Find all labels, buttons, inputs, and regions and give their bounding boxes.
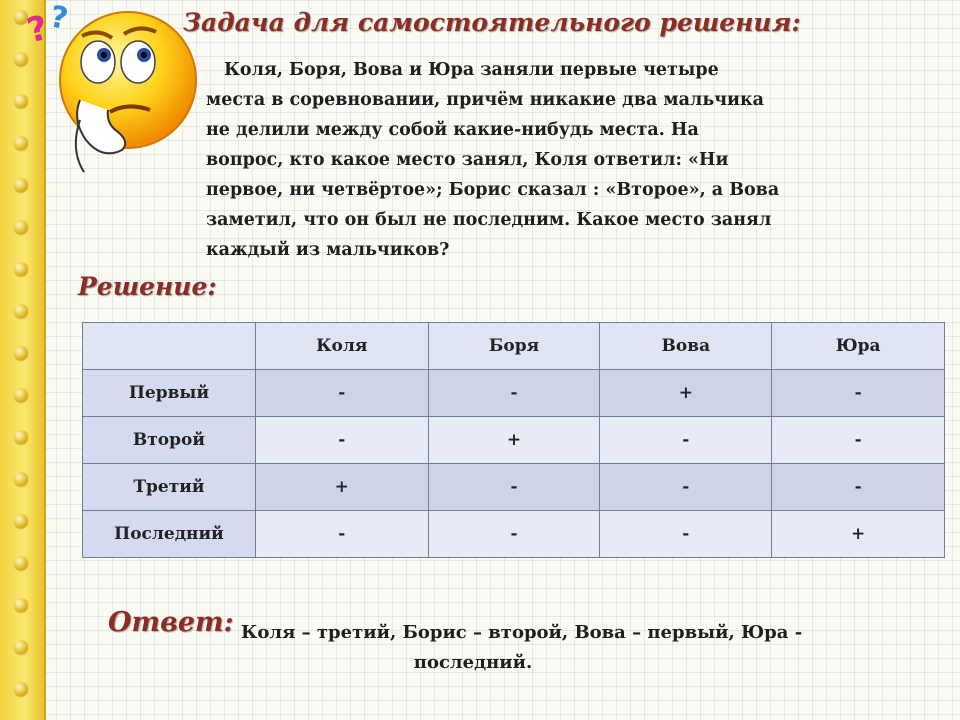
problem-line: заметил, что он был не последним. Какое место занял [206, 210, 772, 230]
table-cell: + [255, 464, 428, 511]
table-cell: - [428, 370, 600, 417]
binder-ring [14, 388, 28, 402]
table-row [83, 464, 945, 511]
answer-label: Ответ: [108, 607, 234, 638]
table-cell: - [428, 511, 600, 558]
problem-line: первое, ни четвёртое»; Борис сказал : «Второе», а Вова [206, 180, 780, 200]
binder-ring [14, 472, 28, 486]
binder-ring [14, 304, 28, 318]
binder-ring [14, 682, 28, 696]
column-header: Боря [428, 323, 600, 370]
problem-line: не делили между собой какие-нибудь места. На [206, 120, 699, 140]
table-cell: - [772, 370, 945, 417]
table-header-row [83, 323, 945, 370]
table-cell: + [600, 370, 772, 417]
page-title: Задача для самостоятельного решения: [183, 8, 801, 37]
thinking-smiley-icon [10, 0, 200, 175]
binder-ring [14, 598, 28, 612]
row-label: Второй [83, 417, 256, 464]
binder-ring [14, 346, 28, 360]
problem-text [206, 55, 926, 265]
binder-ring [14, 430, 28, 444]
table-cell: - [428, 464, 600, 511]
binder-ring [14, 640, 28, 654]
table-row [83, 417, 945, 464]
table-cell: + [772, 511, 945, 558]
table-cell: - [600, 417, 772, 464]
table-row [83, 511, 945, 558]
table-cell: - [255, 511, 428, 558]
problem-line: каждый из мальчиков? [206, 240, 450, 260]
problem-line: места в соревновании, причём никакие два мальчика [206, 90, 764, 110]
solution-heading: Решение: [78, 272, 217, 301]
binder-ring [14, 178, 28, 192]
column-header: Коля [255, 323, 428, 370]
table-row [83, 370, 945, 417]
svg-text:?: ? [22, 7, 53, 52]
answer-line: последний. [413, 652, 533, 673]
column-header: Вова [600, 323, 772, 370]
table-cell: - [600, 511, 772, 558]
row-label: Последний [83, 511, 256, 558]
answer-text [241, 618, 931, 678]
svg-text:?: ? [47, 0, 71, 38]
row-label: Первый [83, 370, 256, 417]
row-label: Третий [83, 464, 256, 511]
problem-line: Коля, Боря, Вова и Юра заняли первые четыре [224, 60, 719, 80]
column-header: Юра [772, 323, 945, 370]
problem-line: вопрос, кто какое место занял, Коля ответил: «Ни [206, 150, 729, 170]
table-cell: - [772, 417, 945, 464]
table-cell: + [428, 417, 600, 464]
table-cell: - [255, 370, 428, 417]
table-cell: - [600, 464, 772, 511]
answer-line: Коля – третий, Борис – второй, Вова – первый, Юра - [241, 622, 803, 643]
binder-ring [14, 220, 28, 234]
binder-ring [14, 262, 28, 276]
solution-table [82, 322, 945, 558]
table-cell: - [255, 417, 428, 464]
question-marks-icon [23, 0, 71, 51]
binder-ring [14, 514, 28, 528]
table-corner-cell [83, 323, 256, 370]
binder-ring [14, 556, 28, 570]
table-cell: - [772, 464, 945, 511]
